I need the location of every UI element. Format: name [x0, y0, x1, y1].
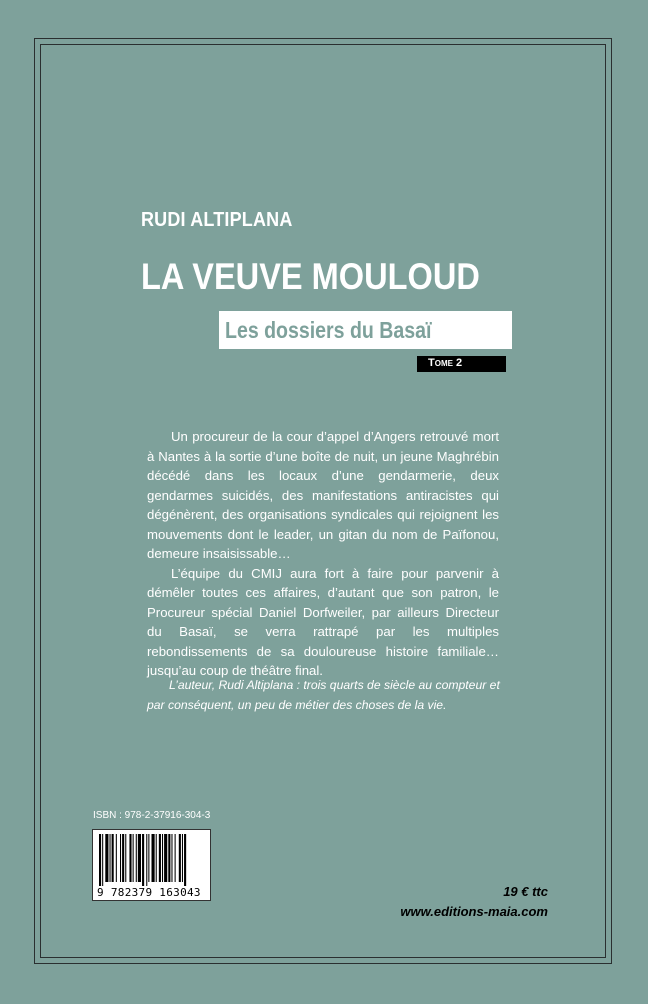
back-cover-summary — [147, 427, 499, 681]
barcode-bar — [136, 834, 137, 882]
barcode-digits: 9 782379 163043 — [97, 886, 201, 899]
summary-paragraph: Un procureur de la cour d’appel d’Angers retrouvé mort à Nantes à la sortie d’une boîte de nuit, un jeune Maghrébin décédé dans les locaux d’une gendarmerie, deux gendarmes suicidés, des manifestations antiracistes qui dégénèrent, des organisations syndicales qui rejoignent les mouvements dont le leader, un gitan du nom de Païfonou, demeure insaisissable… — [147, 429, 499, 561]
barcode-bar — [168, 834, 170, 882]
barcode-bar — [133, 834, 134, 882]
barcode-bar — [162, 834, 163, 882]
barcode-bar — [120, 834, 121, 882]
barcode-bar — [175, 834, 176, 882]
barcode-bar — [99, 834, 101, 886]
barcode-bar — [148, 834, 149, 882]
barcode-bar — [179, 834, 181, 882]
barcode-bar — [112, 834, 114, 882]
barcode-bar — [171, 834, 172, 882]
author-name: RUDI ALTIPLANA — [141, 209, 293, 231]
barcode-bar — [146, 834, 147, 886]
barcode-bar — [182, 834, 183, 882]
publisher-website: www.editions-maia.com — [400, 904, 548, 919]
series-banner — [219, 311, 512, 349]
barcode-bar — [152, 834, 155, 882]
barcode-bar — [164, 834, 167, 882]
barcode — [92, 829, 211, 901]
barcode-bar — [159, 834, 161, 882]
summary-paragraph: L’équipe du CMIJ aura fort à faire pour parvenir à démêler toutes ces affaires, d’autant que son patron, le Procureur spécial Daniel Dorfweiler, par ailleurs Directeur du Basaï, se verra rattrapé par les multiples rebondissements de sa douloureuse histoire familiale… jusqu’au coup de théâtre final. — [147, 565, 499, 678]
author-bio: L’auteur, Rudi Altiplana : trois quarts de siècle au compteur et par conséquent, un peu de métier des choses de la vie. — [147, 678, 500, 712]
book-title: LA VEUVE MOULOUD — [141, 256, 480, 297]
barcode-bar — [142, 834, 144, 886]
barcode-bar — [184, 834, 186, 886]
barcode-bar — [129, 834, 131, 882]
price: 19 € ttc — [503, 884, 548, 899]
isbn-text: ISBN : 978-2-37916-304-3 — [93, 810, 211, 821]
barcode-bar — [105, 834, 108, 882]
barcode-bar — [122, 834, 124, 882]
barcode-bar — [138, 834, 141, 882]
barcode-bar — [125, 834, 126, 882]
barcode-bars — [93, 830, 210, 886]
volume-badge — [417, 356, 506, 372]
barcode-bar — [110, 834, 111, 882]
volume-label: Tome 2 — [428, 357, 463, 369]
series-title: Les dossiers du Basaï — [225, 317, 432, 343]
barcode-bar — [116, 834, 117, 882]
barcode-bar — [102, 834, 103, 886]
barcode-bar — [156, 834, 157, 882]
